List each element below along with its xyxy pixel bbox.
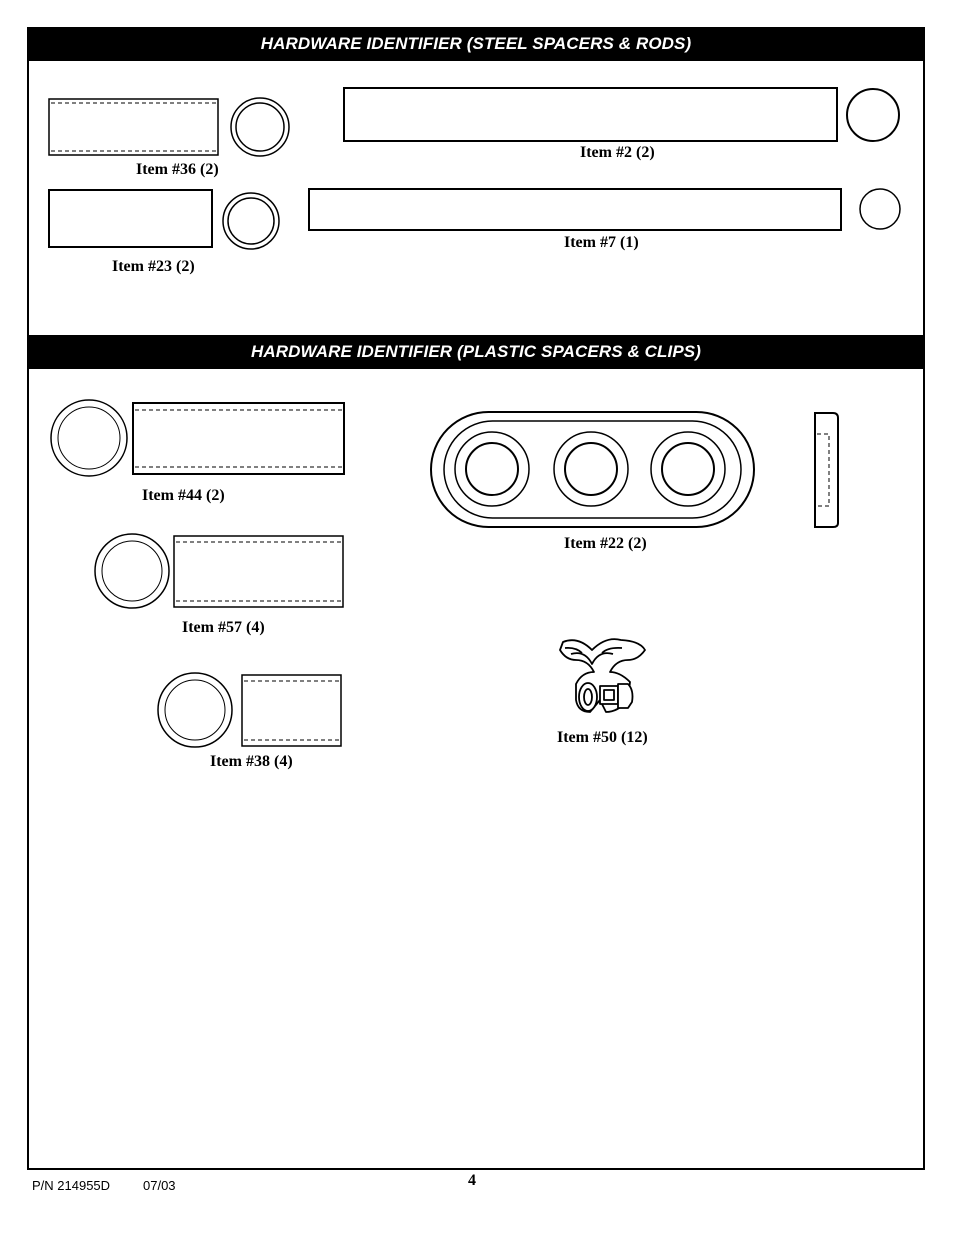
- item38-label: Item #38 (4): [210, 753, 293, 770]
- item7-label: Item #7 (1): [564, 234, 639, 251]
- revision-date: 07/03: [143, 1178, 176, 1193]
- item23-drawing: [49, 190, 279, 249]
- item2-drawing: [344, 88, 899, 141]
- item36-drawing: [49, 98, 289, 156]
- item44-label: Item #44 (2): [142, 487, 225, 504]
- item7-drawing: [309, 189, 900, 230]
- item2-label: Item #2 (2): [580, 144, 655, 161]
- item44-drawing: [51, 400, 344, 476]
- item22-label: Item #22 (2): [564, 535, 647, 552]
- section-header-steel: HARDWARE IDENTIFIER (STEEL SPACERS & RODS): [27, 27, 925, 61]
- part-number: P/N 214955D: [32, 1178, 111, 1193]
- item23-label: Item #23 (2): [112, 258, 195, 275]
- page-number: 4: [468, 1172, 476, 1189]
- item22-drawing: [431, 412, 838, 527]
- section-header-plastic: HARDWARE IDENTIFIER (PLASTIC SPACERS & CLIPS): [27, 335, 925, 369]
- item57-drawing: [95, 534, 343, 608]
- item50-drawing: [560, 639, 645, 712]
- item50-label: Item #50 (12): [557, 729, 648, 746]
- item36-label: Item #36 (2): [136, 161, 219, 178]
- item57-label: Item #57 (4): [182, 619, 265, 636]
- item38-drawing: [158, 673, 341, 747]
